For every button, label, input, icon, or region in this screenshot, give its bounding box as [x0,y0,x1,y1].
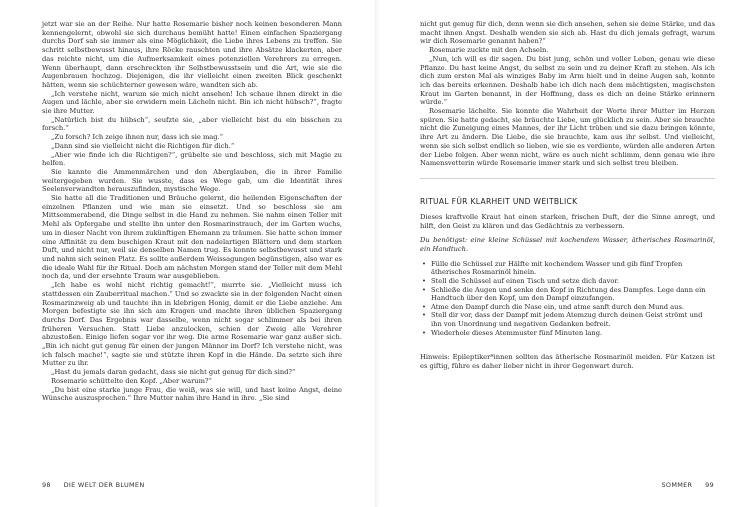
right-paragraph-2: Rosemarie zuckte mit den Achseln. [429,46,549,55]
right-paragraph-1: nicht gut genug für dich, denn wenn sie dich ansehen, sehen sie deine Stärke, und das macht ihnen Angst. Deshalb wenden sie sich ab. Hast du dich jemals gefragt, warum wir dich Rosemarie genannt haben?“ [420,20,715,46]
ritual-step: • Fülle die Schüssel zur Hälfte mit kochendem Wasser und gib fünf Tropfen ätherisches Rosmarinöl hinein. [431,260,715,277]
ritual-step: • Wiederhole dieses Atemmuster fünf Minuten lang. [431,329,715,338]
right-page-number: 99 [705,481,714,489]
ritual-steps-list [420,260,715,337]
left-footer [42,481,145,489]
ritual-step: • Stell dir vor, dass der Dampf mit jedem Atemzug durch deinen Geist strömt und ihn von Unordnung und negativen Gedanken befreit. [431,311,715,328]
left-paragraph-8: Sie hatte all die Traditionen und Bräuche gelernt, die heilenden Eigenschaften der einzelnen Pflanzen und wie man sie einsetzt. Und so beschloss sie am Mittsommerabend, die Dinge selbst in die Hand zu nehmen. Sie nahm einen Teller mit Mehl als Opfergabe und stellte ihn unter den Rosmarinstrauch, der im Garten wuchs, um in dieser Nacht von ihrem zukünftigen Ehemann zu träumen. Sie hatte schon immer eine Affinität zu dem buschigen Kraut mit den nadelartigen Blättern und dem starken Duft, und nicht nur, weil sie denselben Namen trug. Es konnte selbstbewusst und stark und nahm sich seinen Platz. Es sollte außerdem Weissagungen begünstigen, also war es die ideale Wahl für ihr Ritual. Doch am nächsten Morgen stand der Teller mit dem Mehl noch da, und der ersehnte Traum war ausgeblieben. [42,194,342,281]
left-page-number: 98 [42,481,51,489]
left-paragraph-5: „Dann sind sie vielleicht nicht die Richtigen für dich.“ [51,141,235,150]
left-paragraph-4: „Zu forsch? Ich zeige ihnen nur, dass ich sie mag.“ [51,133,224,142]
left-paragraph-6: „Aber wie finde ich die Richtigen?“, grübelte sie und beschloss, sich mit Magie zu helfen. [42,150,342,168]
ritual-step: • Atme den Dampf durch die Nase ein, und atme sanft durch den Mund aus. [431,303,715,312]
ritual-note: Hinweis: Epileptiker*innen sollten das ätherische Rosmarinöl meiden. Für Katzen ist es giftig, führe es daher lieber nicht in ihrer Gegenwart durch. [420,353,715,370]
left-paragraph-2: „Ich verstehe nicht, warum sie mich nicht ansehen! Ich schaue ihnen direkt in die Augen und lächle, aber sie erwidern mein Lächeln nicht. Bin ich nicht hübsch?“, fragte sie ihre Mutter. [42,89,342,116]
ritual-heading: RITUAL FÜR KLARHEIT UND WEITBLICK [420,196,578,206]
left-paragraph-9: „Ich habe es wohl nicht richtig gemacht!“, murrte sie. „Vielleicht muss ich stattdessen ein Zauberritual machen.“ Und so zwackte sie in der folgenden Nacht einen Rosmarinzweig ab und tauchte ihn in klebrigen Honig, damit er die Liebe anziehe. Am Morgen befestigte sie ihn sich am Kragen und machte ihren üblichen Spaziergang durchs Dorf. Das Ergebnis war dasselbe, wenn nicht sogar schlimmer als bei ihren früheren Versuchen. Statt Liebe anzulocken, schien der Zweig alle Verehrer abzustoßen. Einige liefen sogar vor ihr weg. Die arme Rosemarie war ganz außer sich. „Bin ich nicht gut genug für einen der jungen Männer im Dorf? Ich verstehe nicht, was ich falsch mache!“, sagte sie und stützte ihren Kopf in die Hände. Da setzte sich ihre Mutter zu ihr. [42,281,342,368]
left-paragraph-11: Rosemarie schüttelte den Kopf. „Aber warum?“ [51,376,212,385]
left-paragraph-10: „Hast du jemals daran gedacht, dass sie nicht gut genug für dich sind?“ [51,368,296,377]
left-paragraph-3: „Natürlich bist du hübsch“, seufzte sie, „aber vielleicht bist du ein bisschen zu forsch.“ [42,115,342,133]
left-paragraph-1: jetzt war sie an der Reihe. Nur hatte Rosemarie bisher noch keinen besonderen Mann kennengelernt, obwohl sie sich durchaus bemüht hatte! Einen einfachen Spaziergang durchs Dorf sah sie immer als eine Möglichkeit, die Liebe ihres Lebens zu treffen. Sie schritt selbstbewusst hinaus, ihre Röcke rauschten und ihre Absätze klackerten, aber das reichte nicht, um die Aufmerksamkeit eines potenziellen Verehrers zu erregen. Wenn überhaupt, dann erschreckten ihr Selbstbewusstsein und die Art, wie sie die Augenbrauen hochzog. Diejenigen, die ihr vielleicht einen zweiten Blick geschenkt hätten, wenn sie schüchterner gewesen wäre, wandten sich ab. [42,20,342,89]
right-paragraph-3: „Nun, ich will es dir sagen. Du bist jung, schön und voller Leben, genau wie diese Pflanze. Du hast keine Angst, du selbst zu sein und zu deiner Kraft zu stehen. Als ich dich zum ersten Mal als winziges Baby im Arm hielt und in deine Augen sah, konnte ich das bereits erkennen. Deshalb habe ich dich nach dem mächtigsten, magischsten Kraut im Garten benannt, in der Hoffnung, dass es dich an deine Stärke erinnern würde.“ [420,54,715,107]
ritual-intro: Dieses kraftvolle Kraut hat einen starken, frischen Duft, der die Sinne anregt, und hilft, den Geist zu klären und das Gedächtnis zu verbessern. [420,212,715,230]
right-page [375,0,750,507]
left-paragraph-12: „Du bist eine starke junge Frau, die weiß, was sie will, und hast keine Angst, deine Wünsche auszusprechen.“ Ihre Mutter nahm ihre Hand in ihre. „Sie sind [42,385,342,403]
left-running-title: DIE WELT DER BLUMEN [63,481,145,489]
section-divider [420,178,715,179]
right-running-title: SOMMER [661,481,693,489]
ritual-step: • Schließe die Augen und senke den Kopf in Richtung des Dampfes. Lege dann ein Handtuch über den Kopf, um den Dampf einzufangen. [431,286,715,303]
left-text-column [42,20,342,403]
ritual-ingredients: Du benötigst: eine kleine Schüssel mit kochendem Wasser, ätherisches Rosmarinöl, ein Handtuch. [420,236,715,254]
left-paragraph-7: Sie kannte die Ammenmärchen und den Aberglauben, die in ihrer Familie weitergegeben wurden. Sie wusste, dass es Wege gab, um die Identität ihres Seelenverwandten herauszufinden, mystische Wege. [42,167,342,194]
right-footer [661,481,714,489]
right-paragraph-4: Rosemarie lächelte. Sie konnte die Wahrheit der Worte ihrer Mutter im Herzen spüren. Sie hatte gedacht, sie bräuchte Liebe, um glücklich zu sein. Aber sie brauchte nicht die Zuneigung eines Mannes, der ihr Licht trüben und sie dazu bringen könnte, ihre Art zu ändern. Die Liebe, die sie brauchte, kam aus ihr selbst. Und vielleicht, wenn sie sich selbst endlich so lieben, wie sie es verdiente, würden alle anderen Arten der Liebe folgen. Aber wenn nicht, wäre es auch nicht schlimm, denn genau wie ihre Namensvetterin würde Rosemarie immer stark und sich selbst treu bleiben. [420,107,715,168]
ritual-step: • Stell die Schüssel auf einen Tisch und setze dich davor. [431,277,715,286]
right-text-column [420,20,715,371]
